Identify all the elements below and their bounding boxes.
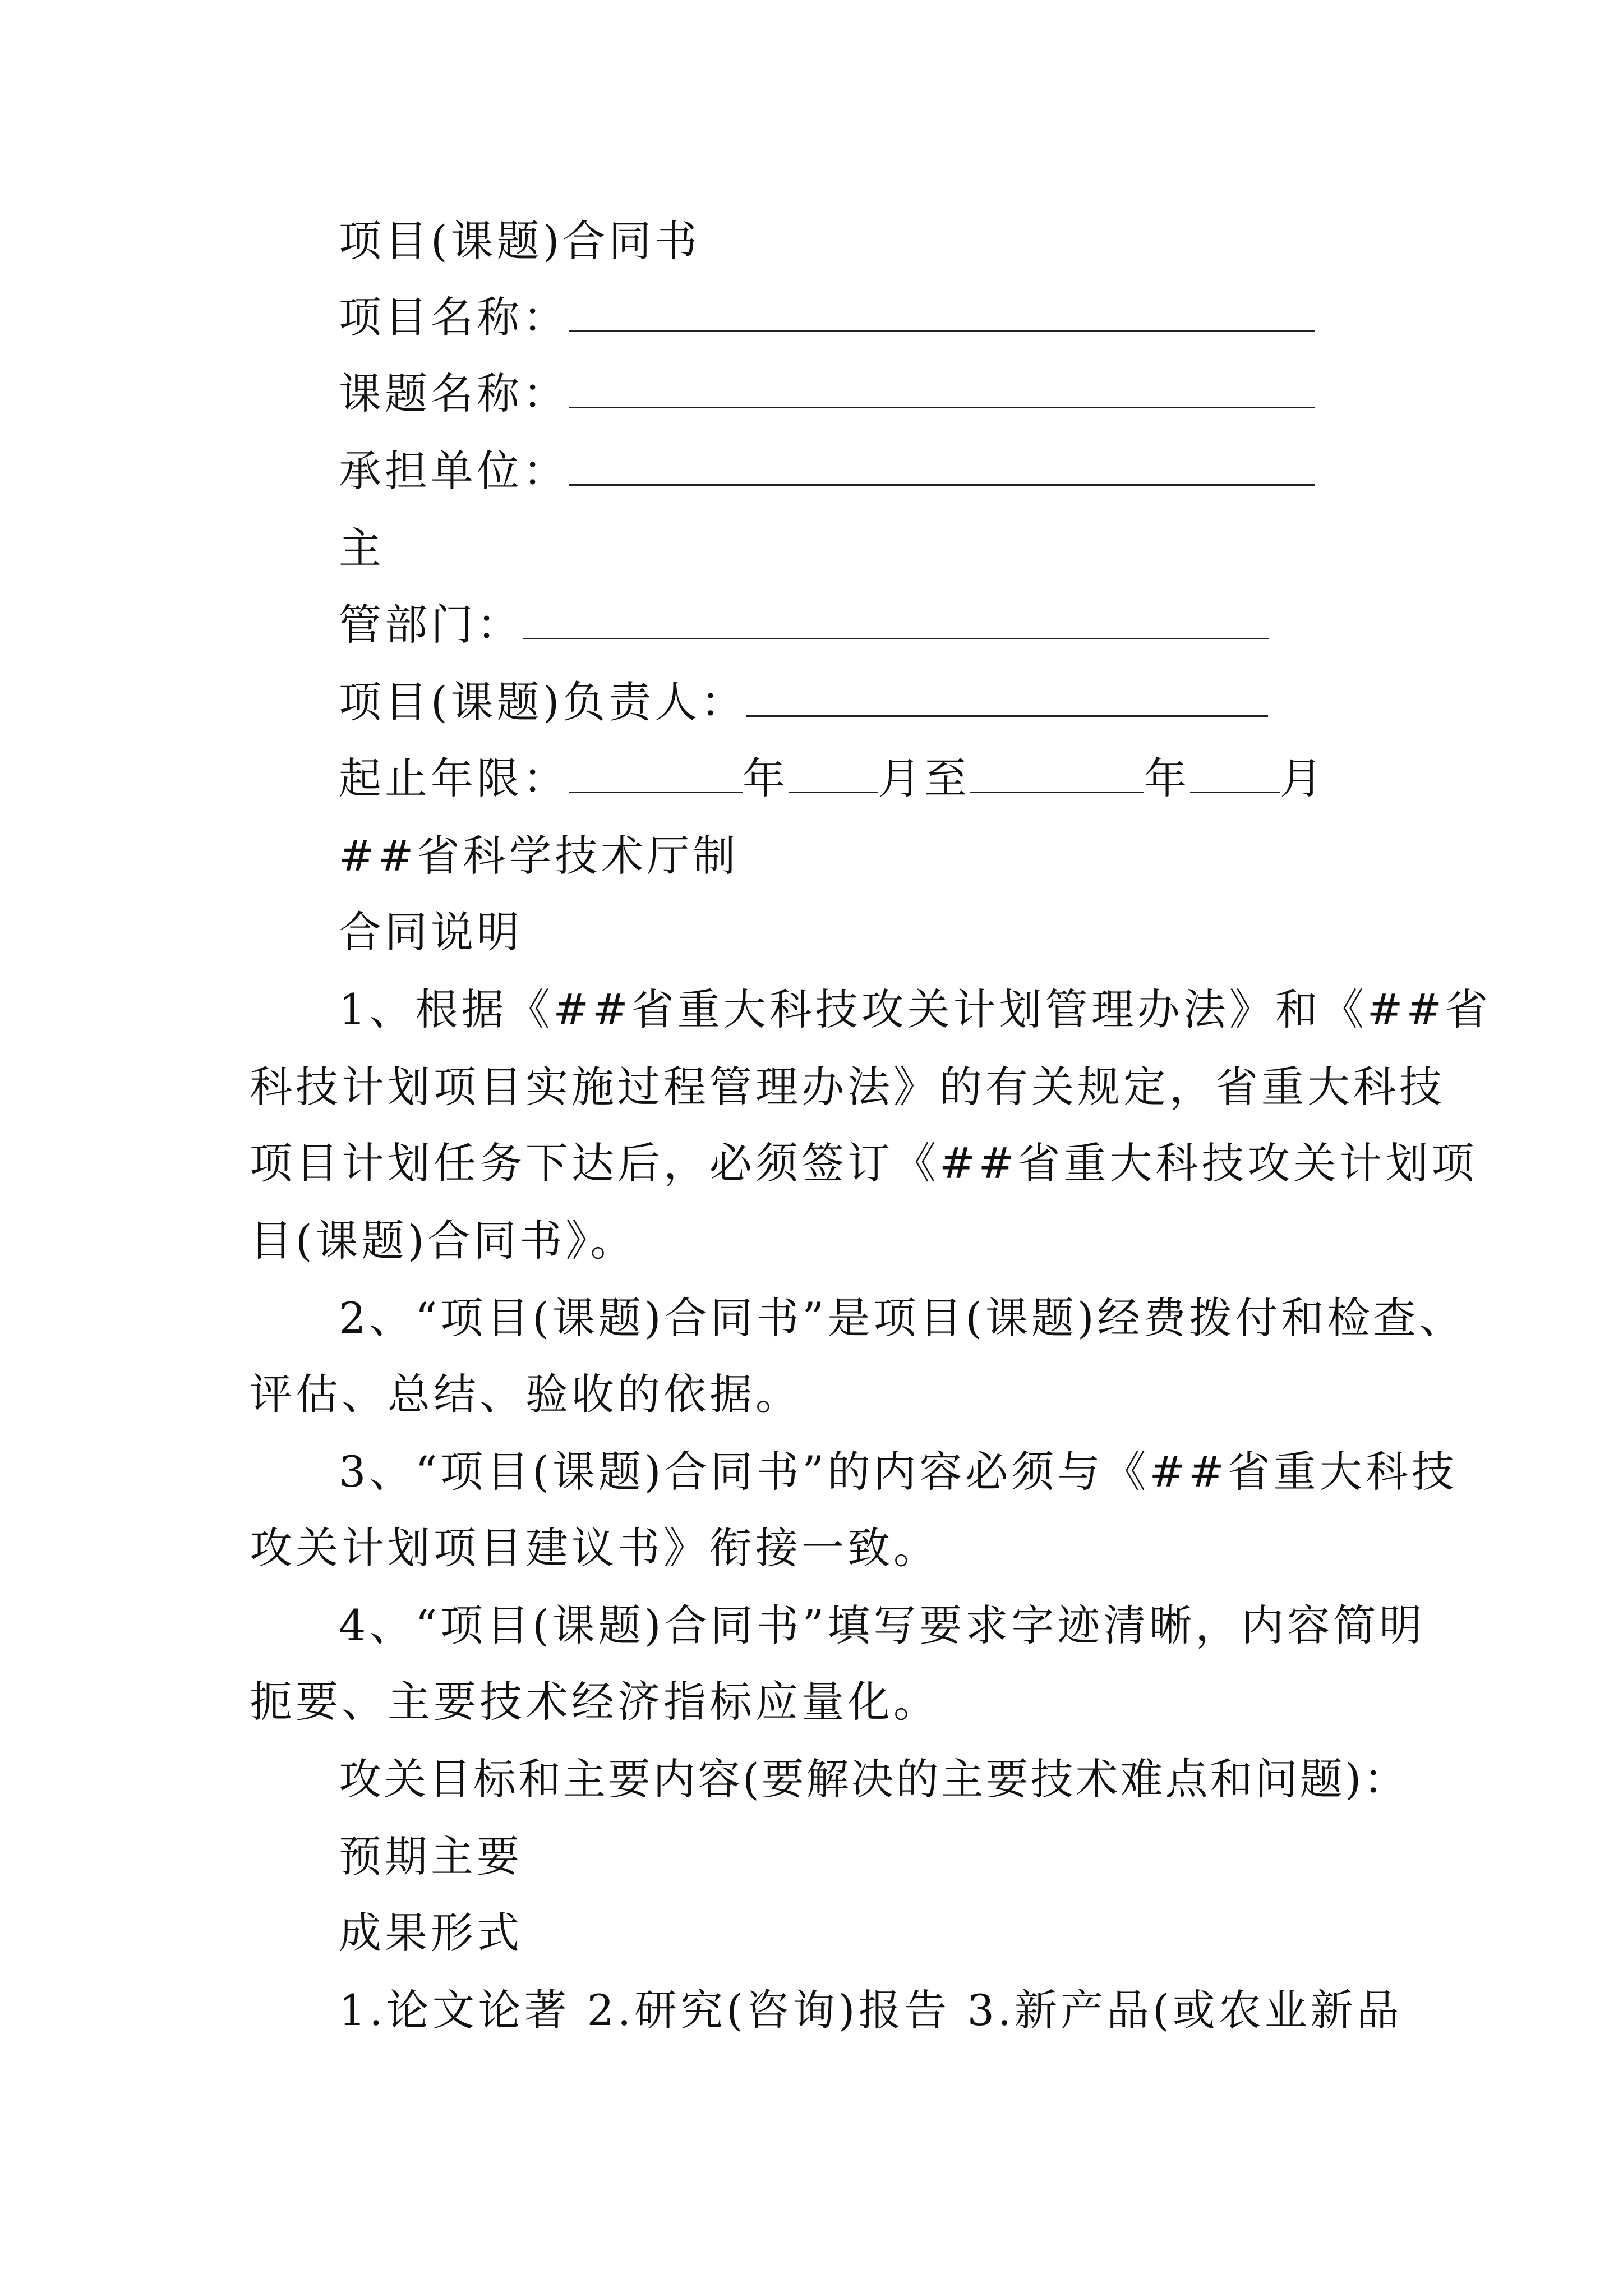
instruction-3-line-2: 攻关计划项目建议书》衔接一致。 bbox=[250, 1523, 939, 1573]
leader-row bbox=[339, 674, 1268, 730]
unit-row bbox=[339, 443, 1315, 499]
instruction-3-line-1: 3、“项目(课题)合同书”的内容必须与《##省重大科技 bbox=[339, 1447, 1458, 1497]
instruction-2-line-2: 评估、总结、验收的依据。 bbox=[250, 1369, 801, 1419]
issuer: ##省科学技术厅制 bbox=[339, 831, 739, 881]
subject-name-row bbox=[339, 366, 1315, 422]
instruction-4-line-2: 扼要、主要技术经济指标应量化。 bbox=[250, 1677, 939, 1727]
document-title: 项目(课题)合同书 bbox=[339, 216, 701, 266]
leader-label: 项目(课题)负责人： bbox=[339, 677, 747, 727]
leader-blank[interactable] bbox=[746, 676, 1268, 717]
instruction-1-line-2: 科技计划项目实施过程管理办法》的有关规定，省重大科技 bbox=[250, 1062, 1445, 1112]
project-name-label: 项目名称： bbox=[339, 292, 569, 342]
start-year-blank[interactable] bbox=[569, 752, 743, 793]
instruction-2-line-1: 2、“项目(课题)合同书”是项目(课题)经费拨付和检查、 bbox=[339, 1293, 1465, 1343]
instruction-1-line-3: 项目计划任务下达后，必须签订《##省重大科技攻关计划项 bbox=[250, 1138, 1478, 1188]
instruction-1-line-4: 目(课题)合同书》。 bbox=[250, 1216, 637, 1266]
dept-row bbox=[339, 597, 1269, 653]
start-year-char: 年 bbox=[743, 753, 789, 803]
dept-label: 管部门： bbox=[339, 600, 523, 650]
project-name-row bbox=[339, 289, 1315, 346]
dept-blank[interactable] bbox=[523, 599, 1269, 639]
dept-label-first-char: 主 bbox=[339, 523, 385, 573]
end-month-char: 月 bbox=[1280, 753, 1326, 803]
subject-name-label: 课题名称： bbox=[339, 369, 569, 418]
start-month-blank[interactable] bbox=[789, 752, 878, 793]
project-name-blank[interactable] bbox=[569, 291, 1315, 332]
unit-label: 承担单位： bbox=[339, 446, 569, 496]
results-options: 1.论文论著 2.研究(咨询)报告 3.新产品(或农业新品 bbox=[339, 1985, 1403, 2035]
subject-name-blank[interactable] bbox=[569, 367, 1315, 408]
results-label-line-1: 预期主要 bbox=[339, 1832, 523, 1881]
period-label: 起止年限： bbox=[339, 753, 569, 803]
results-label-line-2: 成果形式 bbox=[339, 1908, 523, 1958]
unit-blank[interactable] bbox=[569, 445, 1315, 486]
end-year-blank[interactable] bbox=[970, 752, 1144, 793]
end-year-char: 年 bbox=[1144, 753, 1190, 803]
end-month-blank[interactable] bbox=[1190, 752, 1280, 793]
goals-label: 攻关目标和主要内容(要解决的主要技术难点和问题)： bbox=[339, 1754, 1409, 1804]
month-to-text: 月至 bbox=[878, 753, 970, 803]
instruction-4-line-1: 4、“项目(课题)合同书”填写要求字迹清晰，内容简明 bbox=[339, 1600, 1426, 1650]
period-row bbox=[339, 751, 1326, 807]
instruction-1-line-1: 1、根据《##省重大科技攻关计划管理办法》和《##省 bbox=[339, 984, 1492, 1034]
instructions-heading: 合同说明 bbox=[339, 907, 523, 957]
